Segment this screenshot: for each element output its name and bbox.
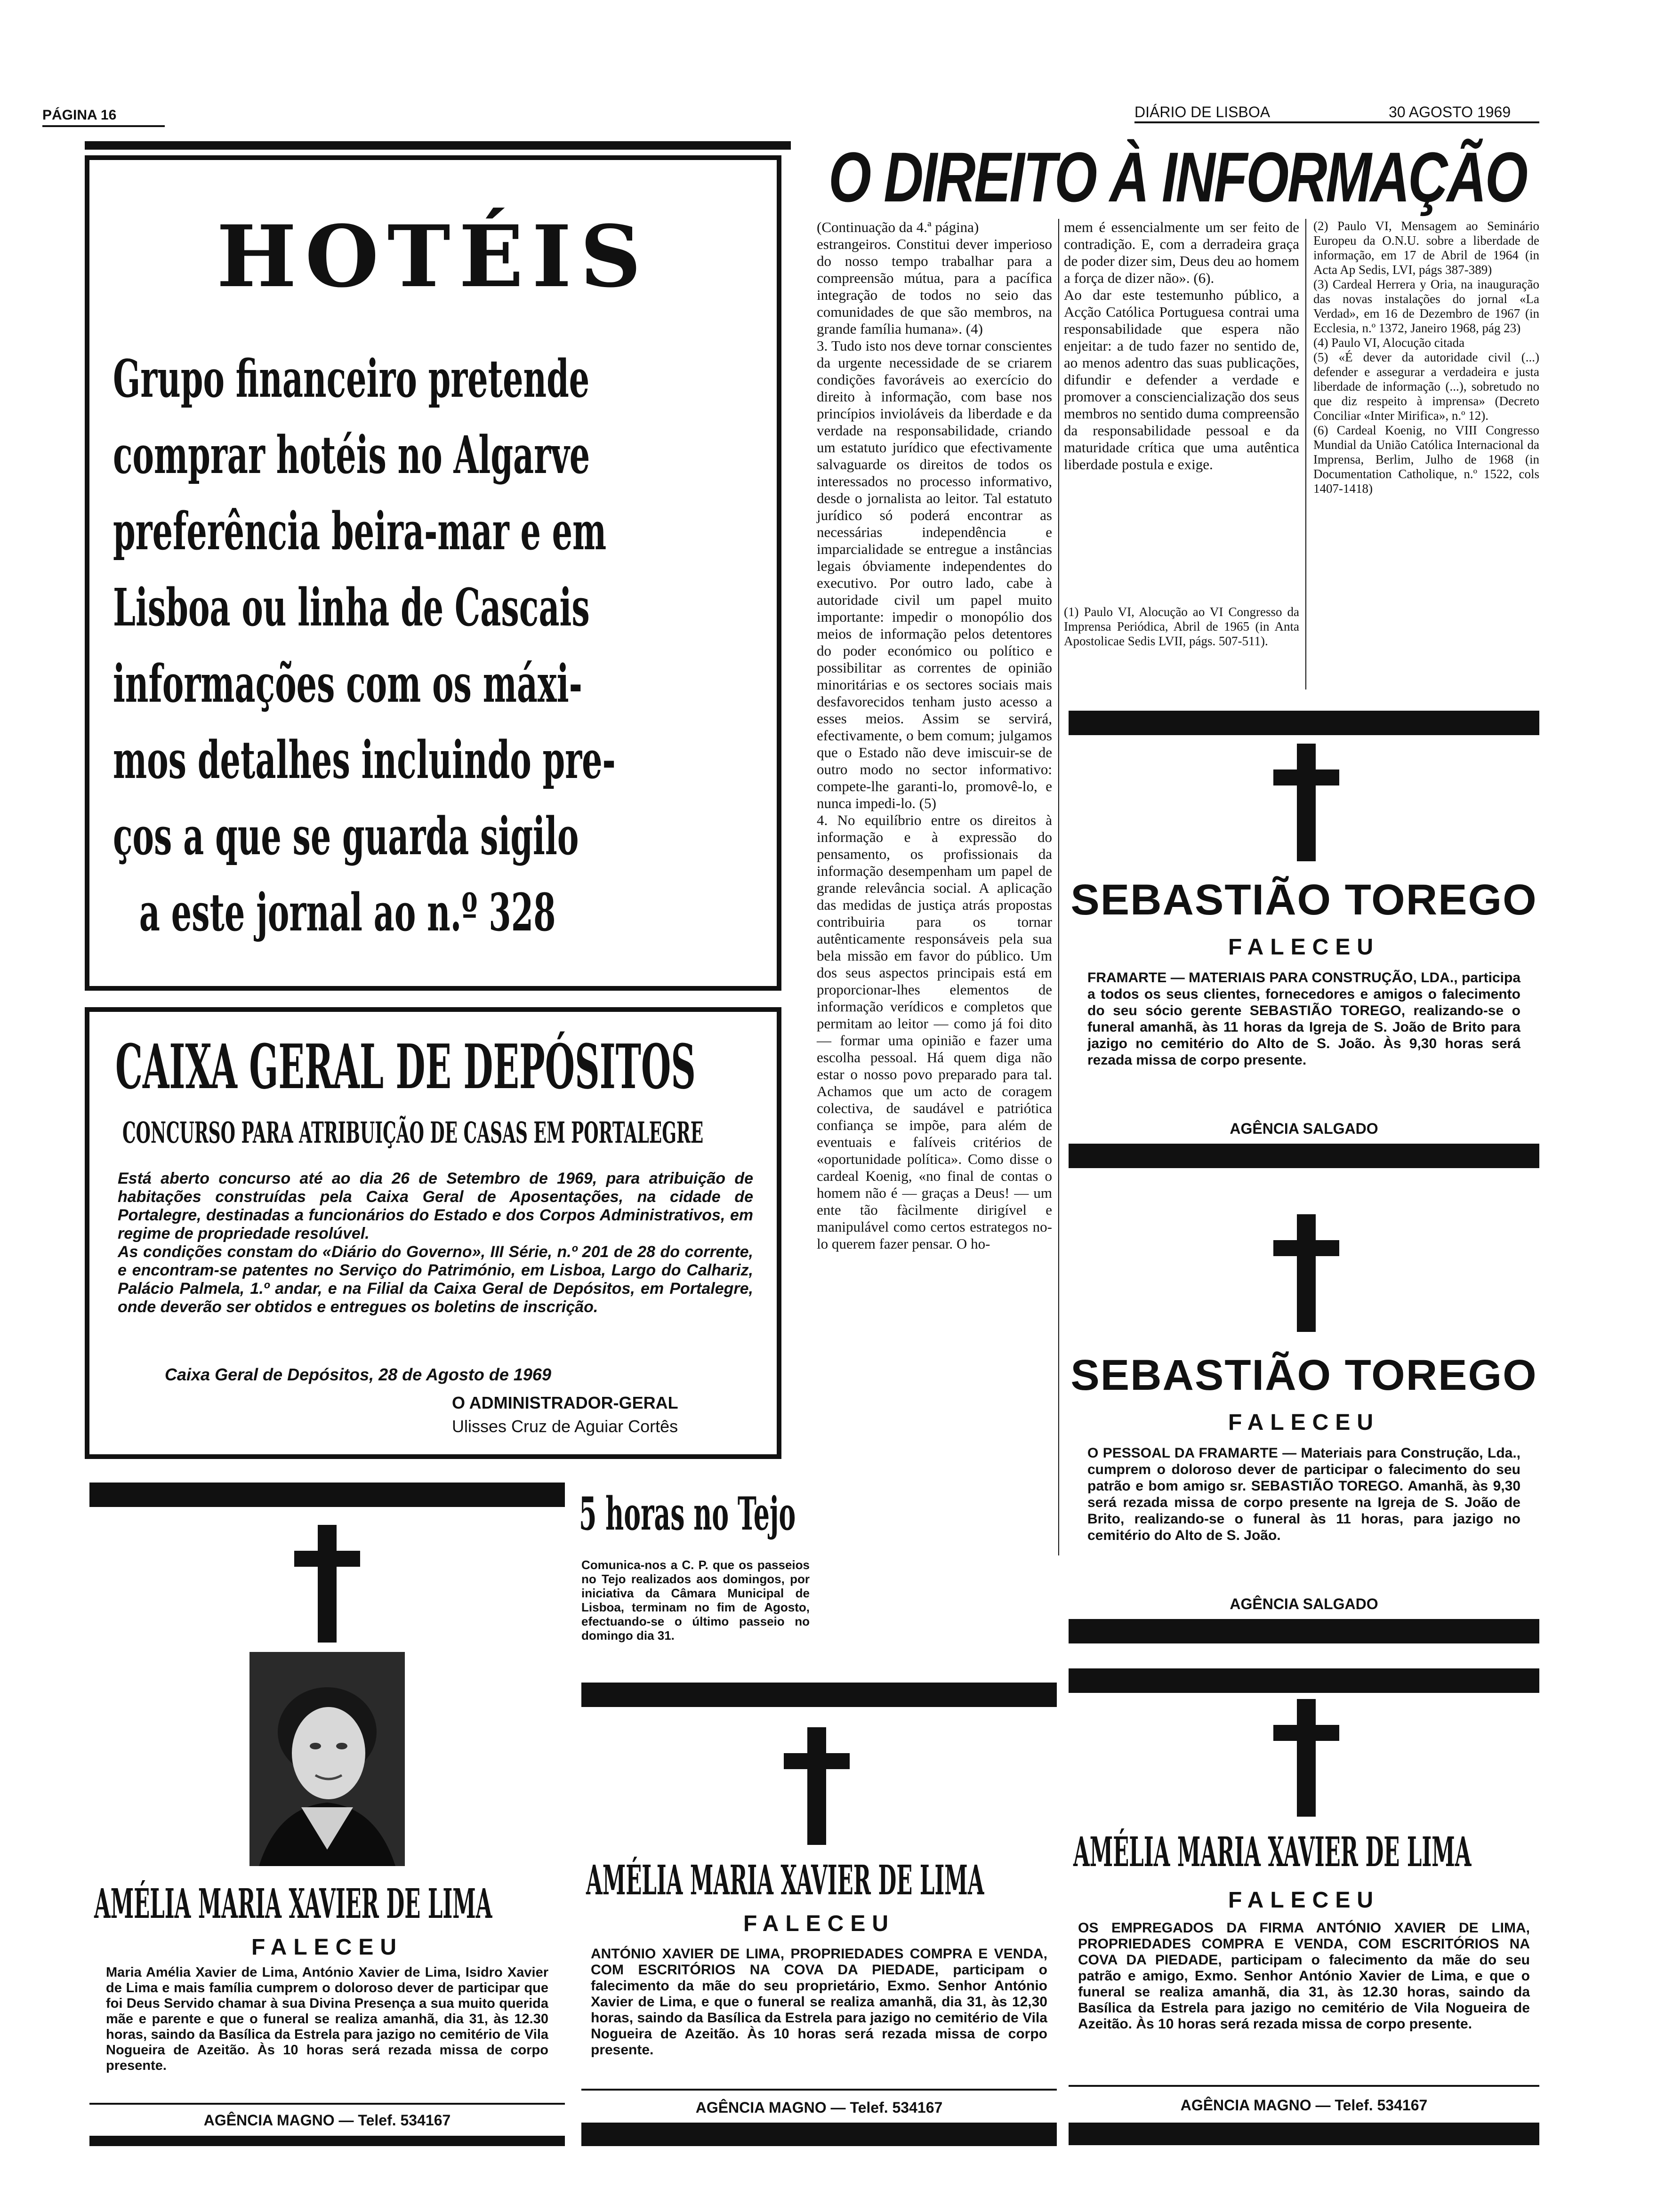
faleceu-label: FALECEU <box>251 1935 403 1960</box>
article-footnote-1: (1) Paulo VI, Alocução ao VI Congresso da Imprensa Periódica, Abril de 1965 (in Anta Apostolicae Sedis LVII, págs. 507-511). <box>1064 605 1299 648</box>
funeral-agency: AGÊNCIA SALGADO <box>1230 1120 1378 1137</box>
page-number: PÁGINA 16 <box>42 107 117 123</box>
caixa-subtitle: CONCURSO PARA ATRIBUIÇÃO DE CASAS EM PORTALEGRE <box>122 1115 704 1150</box>
column-divider <box>1058 219 1059 1555</box>
obit-top-bar <box>89 1483 565 1507</box>
article-column-1: (Continuação da 4.ª página) estrangeiros. Constitui dever imperioso do nosso tempo trabalhar para a compreensão mútua, para a pacífica integração de todos no seio das comunidades de que são membros, na grande família humana». (4) 3. Tudo isto nos deve tornar conscientes da urgente necessidade de se criarem condições favoráveis ao exercício do direito à informação, com base nos princípios invioláveis da liberdade e da verdade na responsabilidade, criando um estatuto jurídico que efectivamente salvaguarde os direitos de todos os interessados no processo informativo, desde o jornalista ao leitor. Tal estatuto jurídico só poderá encontrar as necessárias independência e imparcialidade se entregue a instâncias legais óbviamente independentes do executivo. Por outro lado, cabe à autoridade civil um papel muito importante: impedir o monopólio dos meios de informação pelos detentores do poder económico ou político e possibilitar as correntes de opinião minoritárias e os sectores sociais mais desfavorecidos tenham justo acesso a esses meios. Assim se servirá, efectivamente, o bem comum; julgamos que o Estado não deve imiscuir-se de outro modo no sector informativo: compete-lhe garanti-lo, promovê-lo, e nunca impedi-lo. (5) 4. No equilíbrio entre os direitos à informação e à expressão do pensamento, os profissionais da informação desempenham um papel de grande relevância social. A aplicação das medidas de justiça atrás propostas contribuiria para os tornar autênticamente responsáveis pela sua bela missão em favor do público. Um dos seus aspectos principais está em proporcionar-lhes elementos de informação verídicos e completos que permitam ao leitor — como já foi dito — formar uma opinião e fazer uma escolha pessoal. Há quem diga não estar o nosso povo preparado para tal. Achamos que um acto de coragem colectiva, de saudável e patriótica confiança se impõe, para além de eventuais e falíveis critérios de «oportunidade política». Como disse o cardeal Koenig, «no final de contas o homem não é — graças a Deus! — um ente tão fàcilmente dirigível e manipulável como certos estrategos no-lo querem fazer pensar. O ho- <box>817 219 1052 1252</box>
agency-rule <box>581 2089 1057 2091</box>
deceased-name: AMÉLIA MARIA XAVIER DE LIMA <box>1073 1828 1472 1876</box>
hoteis-line: informações com os máxi- <box>113 653 582 714</box>
article-column-2: mem é essencialmente um ser feito de contradição. E, com a derradeira graça de poder dizer sim, Deus deu ao homem a força de dizer não». (6). Ao dar este testemunho público, a Acção Católica Portuguesa contrai uma responsabilidade que espera não enjeitar: a de tudo fazer no sentido de, ao menos adentro das suas publicações, difundir e defender a verdade e promover a consciencialização dos seus membros no sentido duma compreensão da responsabilidade pessoal e da maturidade crítica que uma autêntica liberdade postula e exige. <box>1064 219 1299 473</box>
tejo-title: 5 horas no Tejo <box>579 1487 796 1540</box>
funeral-agency: AGÊNCIA MAGNO — Telef. 534167 <box>203 2112 451 2129</box>
faleceu-label: FALECEU <box>743 1911 895 1936</box>
agency-rule <box>1069 2085 1539 2087</box>
column-divider <box>1305 219 1306 689</box>
caixa-signer-name: Ulisses Cruz de Aguiar Cortês <box>452 1417 678 1436</box>
obit-top-bar <box>1069 711 1539 735</box>
caixa-dateline: Caixa Geral de Depósitos, 28 de Agosto de 1969 <box>165 1365 551 1384</box>
caixa-title: CAIXA GERAL DE DEPÓSITOS <box>115 1031 696 1103</box>
caixa-signer-title: O ADMINISTRADOR-GERAL <box>452 1393 678 1412</box>
obit-top-bar <box>581 1683 1057 1707</box>
hoteis-line: a este jornal ao n.º 328 <box>139 882 556 943</box>
deceased-name: AMÉLIA MARIA XAVIER DE LIMA <box>586 1857 984 1904</box>
article-footnotes: (2) Paulo VI, Mensagem ao Seminário Europeu da O.N.U. sobre a liberdade de informação, em 17 de Abril de 1964 (in Acta Ap Sedis, LVI, págs 387-389) (3) Cardeal Herrera y Oria, na inauguração das novas instalações do jornal «La Verdad», em 16 de Dezembro de 1967 (in Ecclesia, n.º 1372, Janeiro 1968, pág 23) (4) Paulo VI, Alocução citada (5) «É dever da autoridade civil (...) defender e assegurar a verdadeira e justa liberdade de informação (...), sobretudo no que diz respeito à imprensa» (Decreto Conciliar «Inter Mirifica», n.º 12). (6) Cardeal Koenig, no VIII Congresso Mundial da União Católica Internacional da Imprensa, Berlim, Julho de 1968 (in Documentation Catholique, n.º 1522, cols 1407-1418) <box>1313 219 1539 496</box>
funeral-agency: AGÊNCIA MAGNO — Telef. 534167 <box>1180 2097 1428 2114</box>
obituary-text: O PESSOAL DA FRAMARTE — Materiais para Construção, Lda., cumprem o doloroso dever de participar o falecimento do seu patrão e bom amigo sr. SEBASTIÃO TOREGO. Amanhã, às 9,30 será rezada missa de corpo presente na Igreja de S. João de Brito, realizando-se o funeral às 11 horas, para jazigo no cemitério do Alto de S. João. <box>1087 1445 1520 1543</box>
cross-icon <box>1273 744 1339 861</box>
hoteis-line: ços a que se guarda sigilo <box>113 806 579 866</box>
tejo-body: Comunica-nos a C. P. que os passeios no Tejo realizados aos domingos, por iniciativa da Câmara Municipal de Lisboa, terminam no fim de Agosto, efectuando-se o último passeio no domingo dia 31. <box>581 1558 810 1643</box>
portrait-image <box>249 1652 405 1866</box>
hoteis-line: comprar hotéis no Algarve <box>113 425 590 485</box>
hoteis-ad-box <box>85 155 781 991</box>
deceased-name: SEBASTIÃO TOREGO <box>1070 876 1537 924</box>
deceased-photo <box>249 1652 405 1866</box>
faleceu-label: FALECEU <box>1228 935 1380 960</box>
obit-top-bar <box>1069 1668 1539 1693</box>
obit-bottom-bar <box>1069 2123 1539 2145</box>
faleceu-label: FALECEU <box>1228 1410 1380 1435</box>
deceased-name: AMÉLIA MARIA XAVIER DE LIMA <box>94 1880 492 1928</box>
hoteis-line: Lisboa ou linha de Cascais <box>113 577 590 638</box>
hoteis-line: Grupo financeiro pretende <box>113 348 590 409</box>
newspaper-name: DIÁRIO DE LISBOA <box>1134 104 1271 120</box>
funeral-agency: AGÊNCIA SALGADO <box>1230 1595 1378 1612</box>
cross-icon <box>1273 1699 1339 1817</box>
cross-icon <box>1273 1214 1339 1332</box>
obit-bottom-bar <box>89 2136 565 2146</box>
hoteis-body <box>113 348 758 958</box>
obituary-text: ANTÓNIO XAVIER DE LIMA, PROPRIEDADES COMPRA E VENDA, COM ESCRITÓRIOS NA COVA DA PIEDADE, participam o falecimento da mãe do seu proprietário, Exmo. Senhor António Xavier de Lima, e que o funeral se realiza amanhã, dia 31, às 12,30 horas, saindo da Basílica da Estrela para jazigo no cemitério de Vila Nogueira de Azeitão. Às 10 horas será rezada missa de corpo presente. <box>591 1946 1047 2058</box>
caixa-body: Está aberto concurso até ao dia 26 de Setembro de 1969, para atribuição de habitações construídas pela Caixa Geral de Aposentações, na cidade de Portalegre, destinadas a funcionários do Estado e dos Corpos Administrativos, em regime de propriedade resolúvel. As condições constam do «Diário do Governo», III Série, n.º 201 de 28 do corrente, e encontram-se patentes no Serviço do Património, em Lisboa, Largo do Calhariz, Palácio Palmela, 1.º andar, e na Filial da Caixa Geral de Depósitos, em Portalegre, onde deverão ser obtidos e entregues os boletins de inscrição. <box>118 1170 753 1316</box>
obit-bottom-bar <box>1069 1619 1539 1643</box>
agency-rule <box>89 2103 565 2105</box>
hoteis-line: preferência beira-mar e em <box>113 501 607 561</box>
issue-date: 30 AGOSTO 1969 <box>1389 104 1511 120</box>
deceased-name: SEBASTIÃO TOREGO <box>1070 1351 1537 1399</box>
caixa-ad-box <box>85 1007 781 1459</box>
obituary-text: FRAMARTE — MATERIAIS PARA CONSTRUÇÃO, LDA., participa a todos os seus clientes, fornecedores e amigos o falecimento do seu sócio gerente SEBASTIÃO TOREGO, realizando-se o funeral amanhã, às 11 horas da Igreja de S. João de Brito para jazigo no cemitério do Alto de S. João. Às 9,30 horas será rezada missa de corpo presente. <box>1087 970 1520 1068</box>
obit-bottom-bar <box>1069 1144 1539 1168</box>
cross-icon <box>294 1525 360 1643</box>
funeral-agency: AGÊNCIA MAGNO — Telef. 534167 <box>695 2099 943 2116</box>
faleceu-label: FALECEU <box>1228 1888 1380 1913</box>
hoteis-top-rule <box>85 141 791 150</box>
hoteis-title: HOTÉIS <box>216 207 650 306</box>
obit-bottom-bar <box>581 2123 1057 2146</box>
article-title: O DIREITO À INFORMAÇÃO <box>828 137 1527 216</box>
hoteis-line: mos detalhes incluindo pre- <box>113 729 616 790</box>
obituary-text: Maria Amélia Xavier de Lima, António Xavier de Lima, Isidro Xavier de Lima e mais família cumprem o doloroso dever de participar que foi Deus Servido chamar à sua Divina Presença a sua muito querida mãe e parente e que o funeral se realiza amanhã, dia 31, às 12.30 horas, saindo da Basílica da Estrela para jazigo no cemitério de Vila Nogueira de Azeitão. Às 10 horas será rezada missa de corpo presente. <box>106 1965 548 2073</box>
cross-icon <box>784 1727 850 1845</box>
obituary-text: OS EMPREGADOS DA FIRMA ANTÓNIO XAVIER DE LIMA, PROPRIEDADES COMPRA E VENDA, COM ESCRITÓRIOS NA COVA DA PIEDADE, participam o falecimento da mãe do seu patrão e amigo, Exmo. Senhor António Xavier de Lima, e que o funeral se realiza amanhã, dia 31, às 12.30 horas, saindo da Basílica da Estrela para jazigo no cemitério de Vila Nogueira de Azeitão. Às 10 horas será rezada missa de corpo presente. <box>1078 1920 1530 2032</box>
header-rule <box>1134 121 1539 123</box>
page-number-underline <box>42 125 165 127</box>
